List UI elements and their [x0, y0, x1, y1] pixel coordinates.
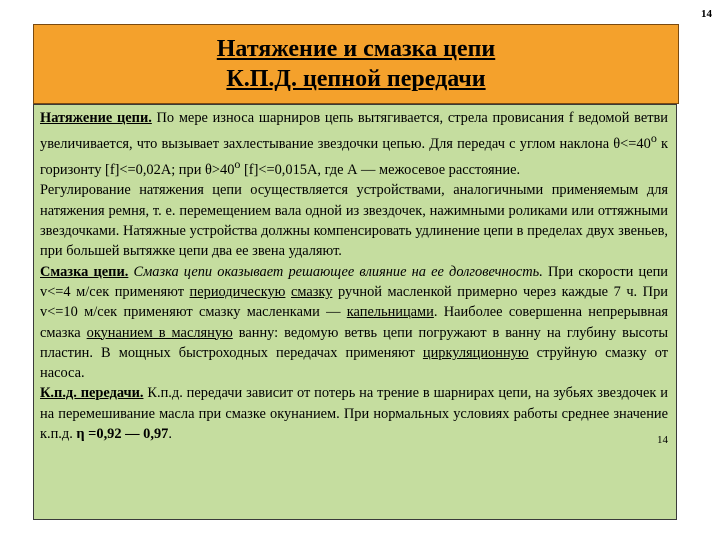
tension-text-3: [f]<=0,015А, где А — межосевое расстояние.: [240, 162, 521, 179]
efficiency-value: η =0,92 — 0,97: [76, 426, 169, 443]
tension-text-2: к горизонту [f]<=0,02А; при θ>40: [40, 136, 669, 179]
efficiency-text: К.п.д. передачи зависит от потерь на трение в шарнирах цепи, на зубьях звездочек и на перемешивание масла при смазке окунанием. При нормальных условиях работы среднее значение к.п.д.: [40, 385, 668, 443]
efficiency-end: .: [168, 426, 172, 443]
page-number: 14: [701, 8, 712, 20]
lubrication-text-6: струйную смазку от насоса.: [40, 344, 668, 382]
lubrication-text-5: ванну: ведомую ветвь цепи погружают в ванну на глубину высоты пластин. В мощных быстроходных передачах применяют: [40, 324, 668, 361]
lubrication-text-3: ручной масленкой примерно через каждые 7 ч. При v<=10 м/сек применяют смазку масленками —: [40, 283, 668, 321]
content-box: [33, 104, 677, 520]
title-banner: [33, 24, 679, 104]
paragraph-regulation: Регулирование натяжения цепи осуществляется устройствами, аналогичными применяемым для натяжения ремня, т. е. перемещением вала одной из звездочек, нажимными роликами или оттяжными звездочками. Натяжные устройства должны компенсировать удлинение цепи в пределах двух звеньев, при большей вытяжке цепи два ее звена удаляют.: [40, 182, 668, 260]
term-periodic: периодическую: [189, 283, 286, 300]
heading-tension: Натяжение цепи.: [40, 110, 152, 126]
term-dip-oil: окунанием в масляную: [86, 324, 233, 341]
lubrication-italic: Смазка цепи оказывает решающее влияние на ее долговечность.: [128, 263, 543, 280]
heading-efficiency: К.п.д. передачи.: [40, 385, 144, 402]
paragraph-lubrication: [40, 262, 668, 384]
degree-mark-2: o: [234, 157, 241, 172]
lubrication-text-1: При скорости цепи v<=4 м/сек применяют: [40, 263, 668, 300]
heading-lubrication: Смазка цепи.: [40, 263, 129, 280]
paragraph-tension: [40, 108, 668, 180]
term-drip: капельницами: [346, 304, 434, 321]
term-circulation: циркуляционную: [422, 344, 529, 361]
slide-number: 14: [657, 434, 668, 447]
paragraph-efficiency: [40, 383, 668, 447]
title-line-2: К.П.Д. цепной передачи: [226, 66, 486, 92]
degree-mark-1: o: [650, 131, 657, 146]
lubrication-text-4: . Наиболее совершенна непрерывная смазка: [40, 304, 668, 341]
term-lubrication: смазку: [290, 283, 333, 300]
title-line-1: Натяжение и смазка цепи: [216, 36, 496, 62]
tension-text: По мере износа шарниров цепь вытягивается, стрела провисания f ведомой ветви увеличивается, что вызывает захлестывание звездочки цепью. Для передач с углом наклона θ<=40: [40, 110, 668, 153]
